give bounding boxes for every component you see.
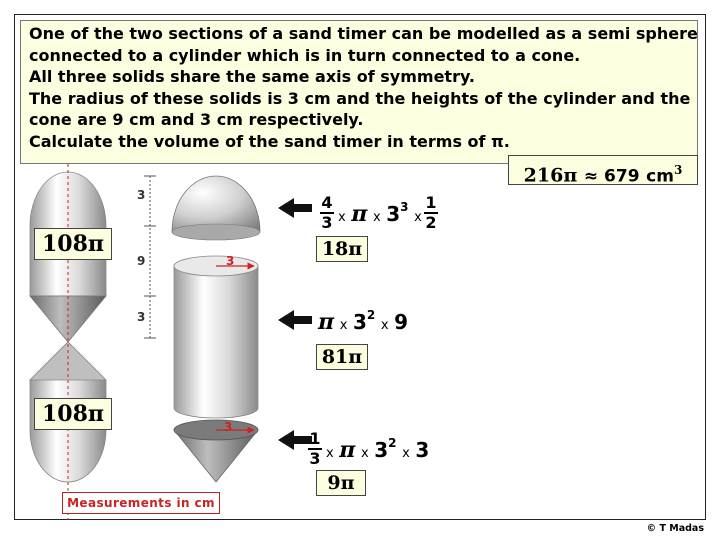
cylinder-result: 81π [316, 344, 368, 370]
cylinder-radius-label: 3 [226, 254, 235, 268]
upper-volume-box: 108π [34, 228, 112, 260]
hemisphere-result: 18π [316, 236, 368, 262]
problem-line: The radius of these solids is 3 cm and the heights of the cylinder and the [29, 88, 691, 108]
problem-line: All three solids share the same axis of symmetry. [29, 67, 475, 86]
copyright: © T Madas [646, 523, 704, 534]
answer-unit-power: 3 [673, 163, 683, 177]
frac-half: $\frac{1}{2}$ [425, 193, 437, 232]
dim-cylinder-label: 9 [137, 254, 146, 268]
problem-line: connected to a cylinder which is in turn connected to a cone. [29, 45, 581, 65]
cone-solid [174, 420, 258, 482]
cone-result: 9π [316, 470, 366, 496]
arrow-left-icon [278, 198, 312, 450]
lower-volume-box: 108π [34, 398, 112, 430]
frac-four-thirds: $\frac{4}{3}$ [321, 193, 333, 232]
answer-value: 216π [523, 164, 578, 187]
cylinder-solid [174, 256, 258, 418]
hemisphere-solid [172, 176, 260, 240]
problem-line: One of the two sections of a sand timer can be modelled as a semi sphere [29, 24, 698, 43]
problem-line: cone are 9 cm and 3 cm respectively. [29, 110, 364, 129]
frac-one-third: $\frac{1}{3}$ [309, 429, 321, 468]
dim-cone-label: 3 [137, 310, 146, 324]
measurements-note: Measurements in cm [62, 492, 220, 514]
dim-hemisphere-label: 3 [137, 188, 146, 202]
problem-line: Calculate the volume of the sand timer in terms of π. [29, 131, 510, 151]
dimension-lines [144, 176, 156, 338]
answer-box [508, 155, 698, 185]
answer-approx: ≈ 679 [583, 166, 640, 187]
cylinder-formula: π x $3^2$ x 9 [318, 308, 409, 335]
cone-radius-label: 3 [224, 420, 233, 434]
problem-statement [20, 20, 698, 164]
answer-unit: cm [646, 166, 674, 187]
